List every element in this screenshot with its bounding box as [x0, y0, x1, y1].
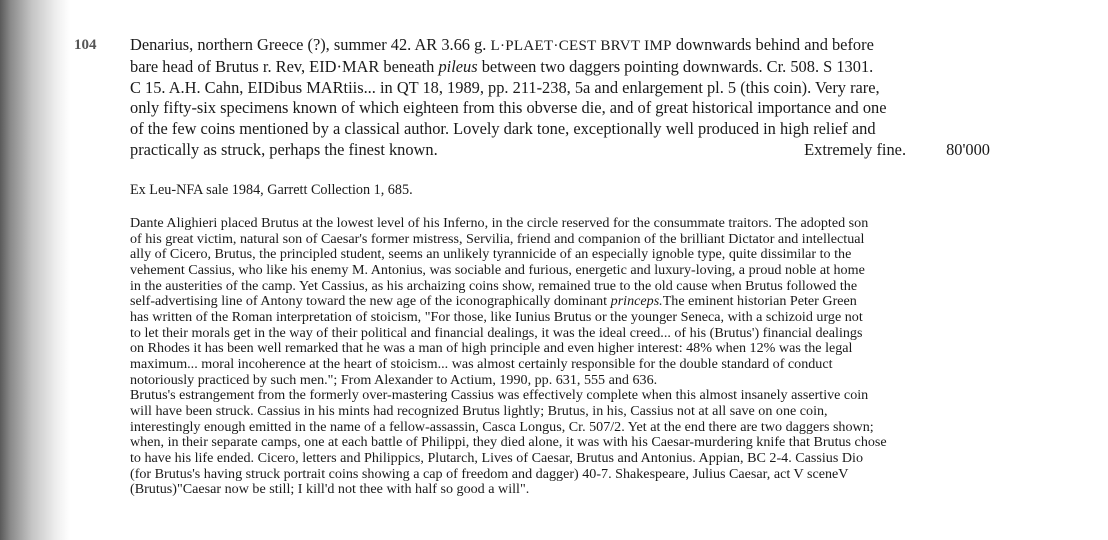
essay-line: ally of Cicero, Brutus, the principled student, seems an unlikely tyrannicide of an especially ignoble type, quite dissimilar to the: [130, 246, 852, 263]
desc-line: C 15. A.H. Cahn, EIDibus MARtiis... in QT 18, 1989, pp. 211-238, 5a and enlargement pl. 5 (this coin). Very rare,: [130, 77, 880, 97]
essay-line: to have his life ended. Cicero, letters and Philippics, Plutarch, Lives of Caesar, Brutus and Antonius. Appian, BC 2-4. Cassius Dio: [130, 449, 863, 466]
obverse-legend: L·PLAET·CEST BRVT IMP: [490, 38, 672, 54]
essay-line: on Rhodes it has been well remarked that he was a man of high principle and even higher interest: 48% when 12% was the legal: [130, 340, 853, 357]
desc-line: bare head of Brutus r. Rev, EID·MAR beneath pileus between two daggers pointing downwards. Cr. 508. S 1301.: [130, 56, 874, 76]
princeps-term: princeps.: [610, 293, 663, 310]
essay-line: (for Brutus's having struck portrait coins showing a cap of freedom and dagger) 40-7. Shakespeare, Julius Caesar, act V sceneV: [130, 465, 849, 482]
provenance: Ex Leu-NFA sale 1984, Garrett Collection 1, 685.: [130, 182, 413, 198]
essay-line: of his great victim, natural son of Caesar's former mistress, Servilia, friend and companion of the brilliant Dictator and intellectual: [130, 230, 865, 247]
essay-line: interestingly enough emitted in the name of a fellow-assassin, Casca Longus, Cr. 507/2. Yet at the end there are two daggers shown;: [130, 418, 874, 435]
desc-line: of the few coins mentioned by a classical author. Lovely dark tone, exceptionally well produced in high relief and: [130, 119, 876, 139]
essay-line: to let their morals get in the way of their political and financial dealings, it was the ideal creed... of his (Brutus') financial dealings: [130, 324, 863, 341]
desc-line: Denarius, northern Greece (?), summer 42. AR 3.66 g. L·PLAET·CEST BRVT IMP downwards behind and before: [130, 35, 874, 54]
essay-line: has written of the Roman interpretation of stoicism, "For those, like Iunius Brutus or the younger Seneca, with a schizoid urge not: [130, 308, 863, 325]
lot-description: [130, 35, 990, 161]
essay-line: when, in their separate camps, one at each battle of Philippi, they died alone, it was with his Caesar-murdering knife that Brutus chose: [130, 434, 887, 451]
essay-line: (Brutus)"Caesar now be still; I kill'd not thee with half so good a will".: [130, 481, 530, 498]
essay-line: Brutus's estrangement from the formerly over-mastering Cassius was effectively complete when this almost insanely assertive coin: [130, 387, 869, 404]
pileus-term: pileus: [438, 56, 478, 76]
desc-line: only fifty-six specimens known of which eighteen from this obverse die, and of great historical importance and one: [130, 98, 887, 118]
essay-line: self-advertising line of Antony toward the new age of the iconographically dominant princeps.The eminent historian Peter Green: [130, 293, 857, 310]
book-spine-shadow: [0, 0, 70, 540]
essay-line: notoriously practiced by such men."; From Alexander to Actium, 1990, pp. 631, 555 and 636.: [130, 371, 658, 388]
essay-line: in the austerities of the camp. Yet Cassius, as his archaizing coins show, remained true to the old cause when Brutus followed the: [130, 277, 858, 294]
lot-number: 104: [74, 37, 97, 53]
historical-essay: [130, 216, 992, 498]
essay-line: Dante Alighieri placed Brutus at the lowest level of his Inferno, in the circle reserved for the consummate traitors. The adopted son: [130, 215, 869, 231]
essay-line: vehement Cassius, who like his enemy M. Antonius, was sociable and furious, energetic and luxury-loving, a proud noble at home: [130, 261, 865, 278]
grade: Extremely fine.: [804, 139, 907, 159]
desc-line-final: practically as struck, perhaps the finest known. Extremely fine. 80'000: [130, 139, 990, 159]
essay-line: will have been struck. Cassius in his mints had recognized Brutus lightly; Brutus, in his, Cassius not at all save on one coin,: [130, 402, 828, 419]
essay-line: maximum... moral incoherence at the heart of stoicism... was almost certainly responsible for the double standard of conduct: [130, 355, 833, 372]
estimate: 80'000: [946, 139, 990, 159]
